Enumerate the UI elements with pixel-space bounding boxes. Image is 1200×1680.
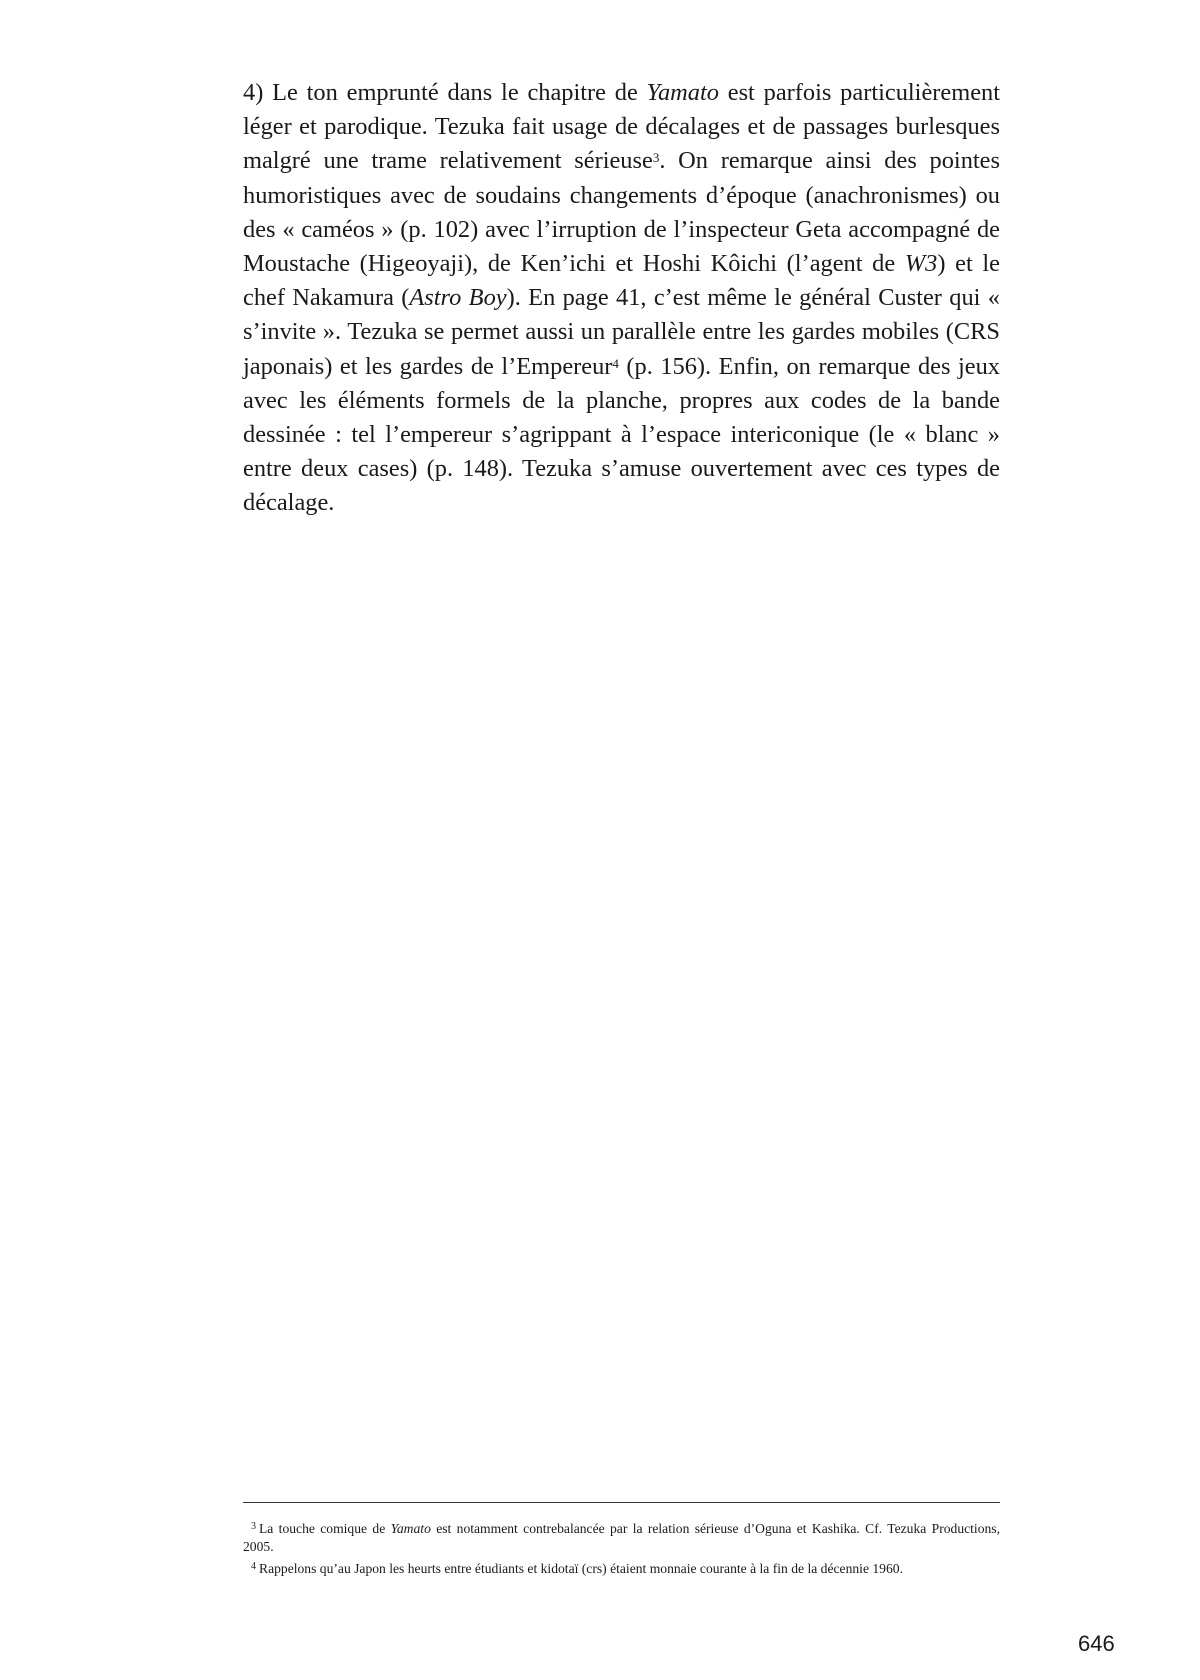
body-text-segment: est parfois particulièrement léger et parodique. Tezuka fait usage de décalages et de passages burlesques malgré une trame relativement sérieuse: [243, 79, 1000, 175]
work-title-w3: W3: [904, 250, 938, 278]
footnote-reference-3[interactable]: 3: [652, 150, 660, 166]
footnote-text: Rappelons qu’au Japon les heurts entre étudiants et kidotaï (crs) étaient monnaie courante à la fin de la décennie 1960.: [259, 1561, 903, 1576]
footnotes: [243, 1520, 1000, 1582]
body-text-segment: 4) Le ton emprunté dans le chapitre de: [243, 79, 647, 106]
footnote-text: La touche comique de: [259, 1521, 391, 1536]
footnote-work-title: Yamato: [390, 1521, 431, 1536]
footnote-reference-4[interactable]: 4: [612, 355, 619, 371]
body-text-segment: . On remarque ainsi des pointes humoristiques avec de soudains changements d’époque (anachronismes) ou des « caméos » (p. 102) avec l’irruption de l’inspecteur Geta accompagné de Moustache (Higeoyaji), de Ken’ichi et Hoshi Kôichi (l’agent de: [243, 147, 1001, 278]
work-title-astro-boy: Astro Boy: [409, 284, 507, 312]
footnote-number: 3: [251, 1521, 256, 1532]
body-text-segment: ) et le chef Nakamura (: [243, 250, 1000, 312]
footnote-3: [243, 1520, 1000, 1556]
body-paragraph: [243, 76, 1000, 521]
footnote-divider: [243, 1502, 1000, 1503]
footnote-text: est notamment contrebalancée par la relation sérieuse d’Oguna et Kashika. Cf. Tezuka Productions, 2005.: [243, 1521, 1000, 1554]
work-title-yamato: Yamato: [646, 79, 719, 106]
footnote-4: [243, 1560, 1000, 1578]
body-text-segment: (p. 156). Enfin, on remarque des jeux avec les éléments formels de la planche, propres aux codes de la bande dessinée : tel l’empereur s’agrippant à l’espace intericonique (le « blanc » entre deux cases) (p. 148). Tezuka s’amuse ouvertement avec ces types de décalage.: [243, 352, 1000, 517]
page-number: 646: [1078, 1631, 1115, 1656]
body-text-segment: ). En page 41, c’est même le général Custer qui « s’invite ». Tezuka se permet aussi un parallèle entre les gardes mobiles (CRS japonais) et les gardes de l’Empereur: [243, 284, 1000, 380]
footnote-number: 4: [251, 1561, 256, 1572]
